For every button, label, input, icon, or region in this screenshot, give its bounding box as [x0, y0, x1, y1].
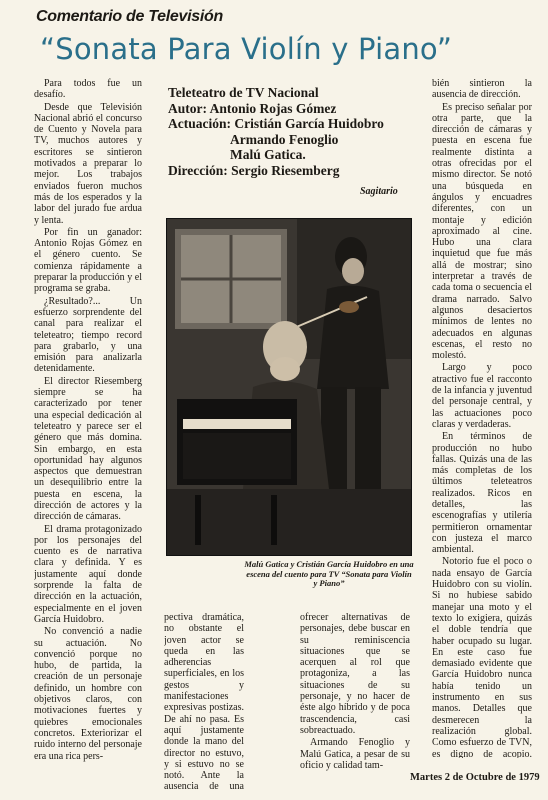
paragraph: ofrecer alternativas de personajes, debe buscar en su reminiscencia situaciones que se acerquen al rol que protagoniza, a las situaciones de su personaje, y no hacer de éste algo híbrido y de poca trascendencia, casi sobreactuado. [300, 612, 410, 736]
headline: “Sonata Para Violín y Piano” [40, 32, 453, 66]
credit-line: Malú Gatica. [230, 147, 306, 162]
paragraph: Para todos fue un desafío. [34, 78, 142, 101]
paragraph: Notorio fue el poco o nada ensayo de García Huidobro con su violín. Si no hubiese sabido manejar una moto y el texto lo exigiera, quizás el doble tendría que haber ocupado su lugar. En este caso fue demasiado evidente que García Huidobro nunca había tenido un instrumento en sus manos. Detalles que desmerecen la realización global. Como esfuerzo de TVN, es digno de acopio. [432, 556, 532, 758]
paragraph: Es preciso señalar por otra parte, que la dirección de cámaras y puesta en escena fue realmente distinta a otras ofrecidas por el mismo director. Se notó una búsqueda en ángulos y encuadres diferentes, con un montaje y edición aproximado al cine. Hubo una clara inquietud que fue más allá de mostrar; sino interpretar a través de cada toma o secuencia el drama narrado. Salvo algunos desaciertos mínimos de lentes no adecuados en algunas escenas, el resto no molestó. [432, 101, 532, 362]
paragraph: No convenció a nadie su actuación. No convenció porque no hubo, de partida, la creación de un personaje definido, un hombre con objetivos claros, con motivaciones fuertes y quiebres emocionales concretos. Exteriorizar el ruido interno del personaje era una rica pers- [34, 626, 142, 762]
paragraph: Armando Fenoglio y Malú Gatica, a pesar de su oficio y calidad tam- [300, 737, 410, 771]
byline: Sagitario [360, 186, 398, 197]
article-column-left [34, 78, 142, 790]
credit-line: Dirección: Sergio Riesemberg [168, 162, 340, 178]
article-column-bottom-1 [164, 612, 244, 792]
section-label: Comentario de Televisión [36, 8, 223, 25]
paragraph: pectiva dramática, no obstante el joven actor se queda en las adherencias superficiales, en los gestos y manifestaciones expresivas postizas. De ahí no pasa. Es aquí justamente donde la mano del director no estuvo, y si estuvo no se notó. Ante la ausencia de una [164, 612, 244, 792]
paragraph: El director Riesemberg siempre se ha caracterizado por tener una especial dedicación al teleteatro y parece ser el género que más domina. Sin embargo, en esta oportunidad hay algunos aspectos que demuestran un desequilibrio entre la puesta en escena, la dirección de actores y la dirección de cámaras. [34, 375, 142, 523]
article-column-right [432, 78, 532, 758]
article-column-bottom-2 [300, 612, 410, 792]
paragraph: Por fin un ganador: Antonio Rojas Gómez en el género cuento. Se comienza rápidamente a preparar la producción y el programa se graba. [34, 226, 142, 295]
paragraph: bién sintieron la ausencia de dirección. [432, 78, 532, 101]
paragraph: Largo y poco atractivo fue el racconto de la infancia y juventud del personaje central, y las actuaciones poco claras y verdaderas. [432, 362, 532, 430]
scene-photo-illustration [167, 219, 411, 555]
credit-line: Autor: Antonio Rojas Gómez [168, 100, 337, 116]
paragraph: El drama protagonizado por los personajes del cuento es de narrativa clara y definida. Y es justamente aquí donde sorprende la falta de dirección en la actuación, especialmente en el joven García Huidobro. [34, 523, 142, 625]
credit-line: Armando Fenoglio [230, 131, 339, 147]
credit-line: Teleteatro de TV Nacional [168, 85, 319, 100]
publication-date: Martes 2 de Octubre de 1979 [410, 772, 540, 783]
paragraph: En términos de producción no hubo fallas. Quizás una de las más completas de los últimos teleteatros realizados. Ricos en detalles, las escenografías y utilería permitieron ornamentar con justeza el marco ambiental. [432, 431, 532, 556]
paragraph: ¿Resultado?... Un esfuerzo sorprendente del canal para realizar el teleteatro; tiempo record para grabarlo, y una emisión para analizarla detenidamente. [34, 295, 142, 375]
credit-line: Actuación: Cristián García Huidobro [168, 116, 384, 131]
program-credits [168, 85, 428, 178]
photo-caption: Malú Gatica y Cristián García Huidobro en una escena del cuento para TV “Sonata para Violín y Piano” [244, 559, 414, 588]
paragraph: Desde que Televisión Nacional abrió el concurso de Cuento y Novela para TV, muchos autores y escritores se sintieron motivados a preparar lo mejor. Los trabajos enviados fueron muchos más de los esperados y la labor del jurado fue ardua y lenta. [34, 101, 142, 226]
scene-photo [166, 218, 412, 556]
